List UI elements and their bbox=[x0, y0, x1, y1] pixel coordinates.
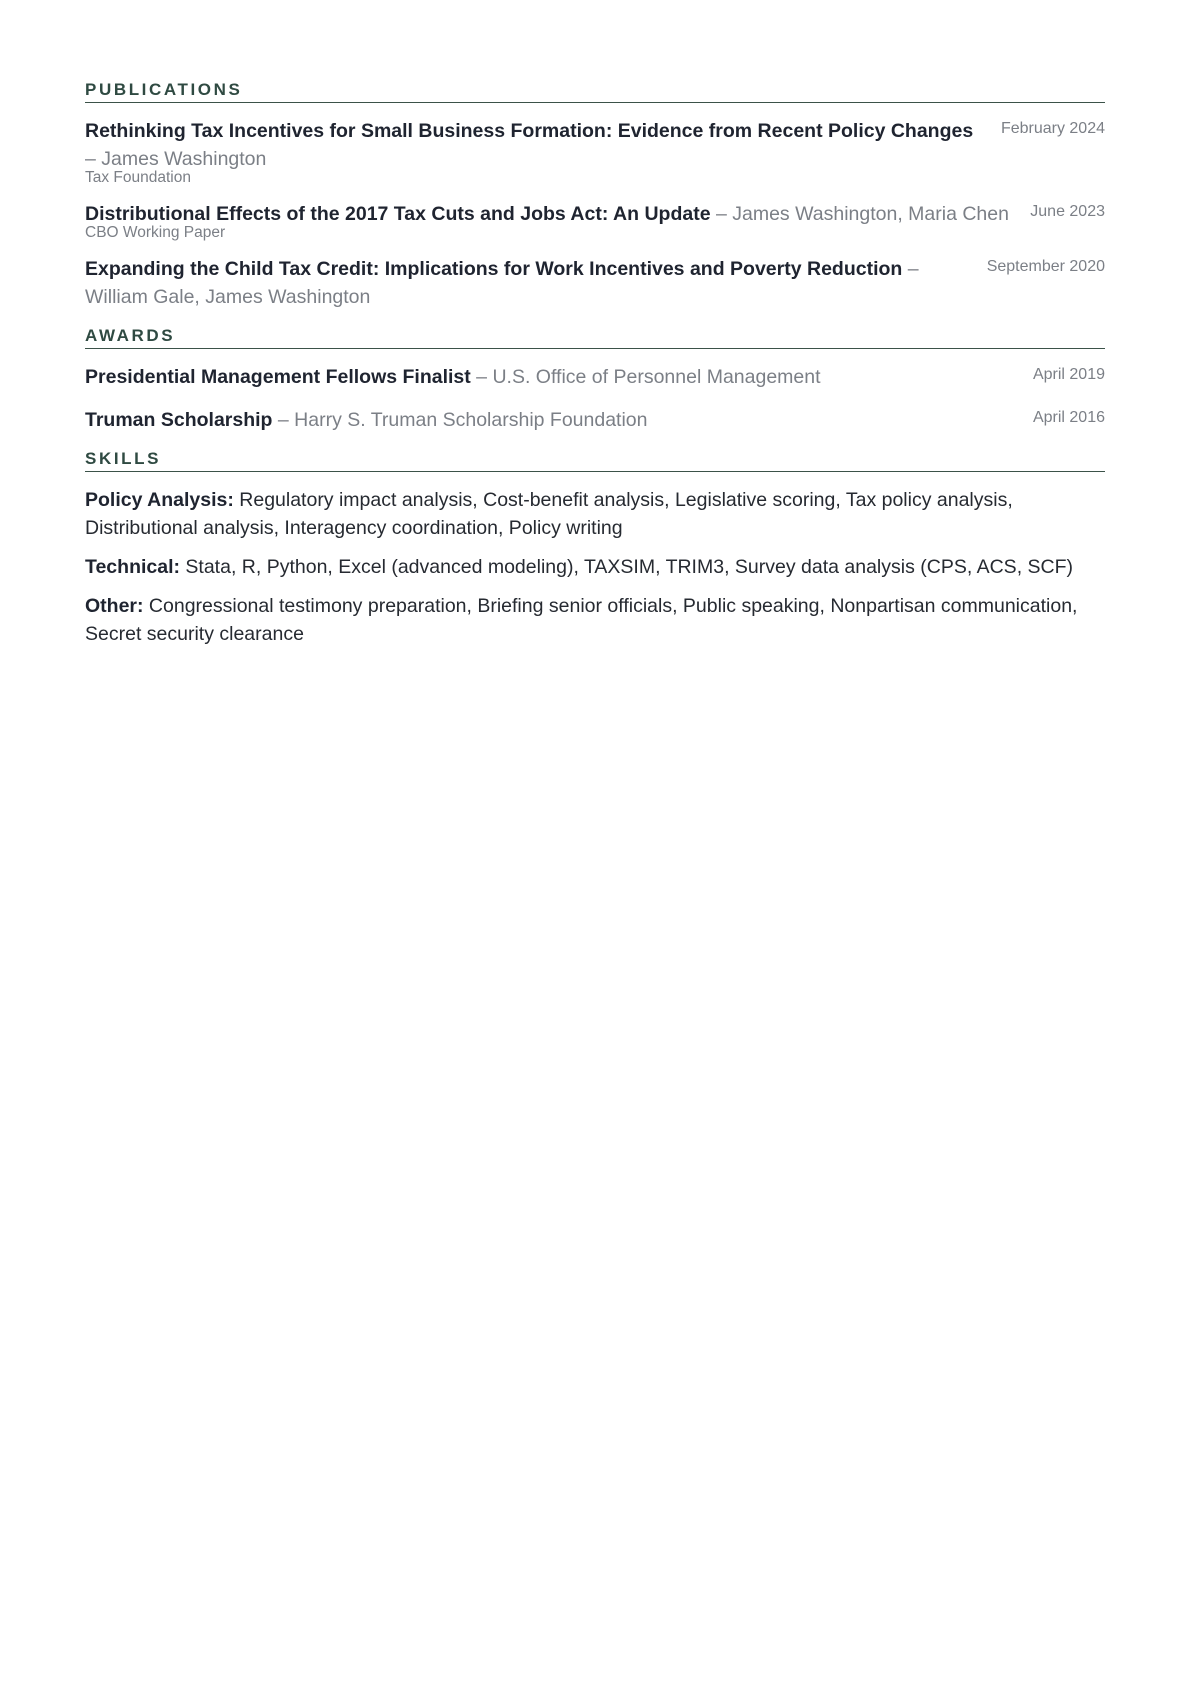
publication-authors: William Gale, James Washington bbox=[85, 286, 371, 308]
publication-authors: James Washington, Maria Chen bbox=[732, 203, 1009, 225]
publication-date: June 2023 bbox=[1030, 203, 1105, 220]
publication-title: Expanding the Child Tax Credit: Implications for Work Incentives and Poverty Reduction bbox=[85, 258, 903, 280]
skill-label: Other: bbox=[85, 595, 144, 617]
publication-title: Distributional Effects of the 2017 Tax Cuts and Jobs Act: An Update bbox=[85, 203, 711, 225]
award-date: April 2019 bbox=[1032, 366, 1105, 383]
publication-date: September 2020 bbox=[986, 258, 1105, 275]
publication-separator: – bbox=[710, 203, 733, 225]
publication-separator: – bbox=[902, 258, 919, 280]
publications-section bbox=[85, 80, 1105, 311]
publication-venue: Tax Foundation bbox=[85, 169, 191, 186]
publication-authors: James Washington bbox=[101, 148, 267, 170]
award-separator: – bbox=[470, 366, 493, 388]
section-heading-publications: PUBLICATIONS bbox=[85, 80, 1105, 103]
award-separator: – bbox=[272, 409, 295, 431]
award-issuer: Harry S. Truman Scholarship Foundation bbox=[294, 409, 648, 431]
skill-text: Congressional testimony preparation, Briefing senior officials, Public speaking, Nonpartisan communication, Secret security clearance bbox=[85, 595, 1078, 645]
publication-entry bbox=[85, 255, 1105, 311]
award-entry bbox=[85, 406, 1105, 434]
section-heading-awards: AWARDS bbox=[85, 326, 1105, 349]
awards-section bbox=[85, 326, 1105, 434]
publication-entry bbox=[85, 200, 1105, 240]
resume-page bbox=[0, 0, 1190, 648]
skill-text: Regulatory impact analysis, Cost-benefit analysis, Legislative scoring, Tax policy analysis, Distributional analysis, Interagency coordination, Policy writing bbox=[85, 489, 1013, 539]
publication-separator: – bbox=[85, 148, 102, 170]
award-issuer: U.S. Office of Personnel Management bbox=[492, 366, 821, 388]
skill-row bbox=[85, 486, 1105, 542]
skill-label: Technical: bbox=[85, 556, 180, 578]
award-title: Presidential Management Fellows Finalist bbox=[85, 366, 471, 388]
skills-section bbox=[85, 449, 1105, 648]
publication-date: February 2024 bbox=[1000, 120, 1105, 137]
skill-row bbox=[85, 553, 1105, 581]
award-entry bbox=[85, 363, 1105, 391]
section-heading-skills: SKILLS bbox=[85, 449, 1105, 472]
skill-text: Stata, R, Python, Excel (advanced modeling), TAXSIM, TRIM3, Survey data analysis (CPS, ACS, SCF) bbox=[180, 556, 1074, 578]
award-title: Truman Scholarship bbox=[85, 409, 273, 431]
award-date: April 2016 bbox=[1032, 409, 1105, 426]
skill-row bbox=[85, 592, 1105, 648]
skill-label: Policy Analysis: bbox=[85, 489, 234, 511]
publication-venue: CBO Working Paper bbox=[85, 224, 226, 241]
publication-entry bbox=[85, 117, 1105, 185]
publication-title: Rethinking Tax Incentives for Small Business Formation: Evidence from Recent Policy Changes bbox=[85, 120, 974, 142]
